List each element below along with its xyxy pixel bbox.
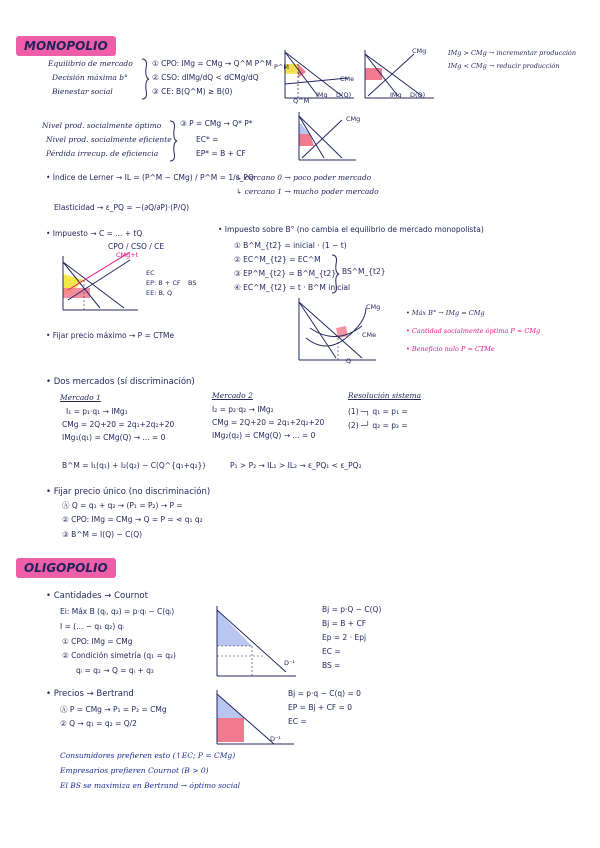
lerner-note-2: ↳ cercano 1 → mucho poder mercado bbox=[236, 187, 379, 196]
g2-label-cmg: CMg bbox=[412, 47, 427, 55]
cournot-line-5: qᵢ = q₂ → Q = qᵢ + q₂ bbox=[76, 666, 154, 675]
conclusion-2: Empresarios prefieren Cournot (B > 0) bbox=[60, 766, 209, 775]
cournot-right-1: Bj = p·Q − C(Q) bbox=[322, 605, 382, 614]
brace-2 bbox=[168, 120, 178, 162]
elasticity-line: Elasticidad → ε_PQ = −(∂Q/∂P)·(P/Q) bbox=[54, 203, 190, 212]
tax-legend-ec: EC bbox=[146, 269, 155, 277]
bertrand-heading: • Precios → Bertrand bbox=[46, 689, 134, 699]
note-reduce: IMg < CMg → reducir producción bbox=[448, 62, 560, 70]
bertrand-right-2: EP = Bj + CF = 0 bbox=[288, 703, 352, 712]
tax-bs-label: BS^M_{t2} bbox=[342, 267, 386, 276]
g1-label-cme: CMe bbox=[340, 75, 355, 83]
pu-step-2: ② CPO: IMg = CMg → Q = P = ⋖ q₁ q₂ bbox=[62, 515, 203, 524]
conclusion-3: El BS se maximiza en Bertrand → óptimo social bbox=[60, 781, 241, 790]
tax-legend-ep: EP: B + CF bbox=[146, 279, 181, 287]
g2-label-img: IMg bbox=[390, 91, 402, 99]
pc-note-3: • Beneficio nulo P = CTMe bbox=[406, 345, 495, 353]
brace-tax bbox=[330, 254, 340, 294]
g1-label-pm: P^M bbox=[274, 63, 289, 71]
label-equilibrio: Equilibrio de mercado bbox=[48, 59, 133, 68]
m1-line-1: I₁ = p₁·q₁ → IMg₁ bbox=[66, 407, 128, 416]
pc-note-2: • Cantidad socialmente óptima P = CMg bbox=[406, 327, 541, 335]
tax-on-profit-heading: • Impuesto sobre B° (no cambia el equilibrio de mercado monopolista) bbox=[218, 225, 484, 234]
tax-graph-label: CMg+t bbox=[116, 251, 139, 259]
cournot-line-2: I = (... − q₁ q₂) qᵢ bbox=[60, 622, 124, 631]
step-cpo: ① CPO: IMg = CMg → Q^M P^M bbox=[152, 59, 272, 68]
res-line-2: (2) ─┘ q₂ = p₂ = bbox=[348, 421, 408, 430]
res-line-1: (1) ─┐ q₁ = p₁ = bbox=[348, 407, 408, 416]
res-title: Resolución sistema bbox=[348, 391, 422, 400]
g1-label-dq: D(Q) bbox=[336, 91, 352, 99]
cournot-right-5: BS = bbox=[322, 661, 341, 670]
precio-max-line: • Fijar precio máximo → P = CTMe bbox=[46, 331, 175, 340]
cournot-line-4: ② Condición simetría (q₁ = q₂) bbox=[62, 651, 176, 660]
label-nivel-optimo: Nivel prod. socialmente óptimo bbox=[42, 121, 162, 130]
cournot-heading: • Cantidades → Cournot bbox=[46, 591, 148, 601]
m1-title: Mercado 1 bbox=[60, 393, 101, 402]
m2-line-3: IMg₂(q₂) = CMg(Q) → ... = 0 bbox=[212, 431, 316, 440]
g1-label-qm: Q^M bbox=[293, 97, 310, 105]
tax-step-4: ④ EC^M_{t2} = t · B^M inicial bbox=[234, 283, 351, 292]
label-perdida: Pérdida irrecup. de eficiencia bbox=[46, 149, 159, 158]
note-increase: IMg > CMg → incrementar producción bbox=[448, 49, 577, 57]
label-nivel-eficiente: Nivel prod. socialmente eficiente bbox=[46, 135, 172, 144]
tax-step-1: ① B^M_{t2} = inicial · (1 − t) bbox=[234, 241, 347, 250]
block2-step-3: EP* = B + CF bbox=[196, 149, 246, 158]
g1-label-img: IMg bbox=[316, 91, 328, 99]
graph-tax bbox=[60, 256, 138, 314]
pc-label-q: Q bbox=[346, 357, 352, 365]
lerner-line: • Índice de Lerner → IL = (P^M − CMg) / P^M = 1/ε_PQ bbox=[46, 173, 254, 182]
pu-step-3: ③ B^M = I(Q) − C(Q) bbox=[62, 530, 143, 539]
bertrand-graph-label: D⁻¹ bbox=[270, 735, 282, 743]
m1-line-3: IMg₁(q₁) = CMg(Q) → ... = 0 bbox=[62, 433, 166, 442]
graph-cournot bbox=[214, 606, 296, 680]
monopolio-banner: MONOPOLIO bbox=[16, 36, 116, 56]
m2-line-2: CMg = 2Q+20 = 2q₁+2q₂+20 bbox=[212, 418, 325, 427]
graph-bertrand bbox=[214, 690, 294, 750]
step-ce: ③ CE: B(Q^M) ≥ B(0) bbox=[152, 87, 233, 96]
tax-legend-ee: EE: B, Q bbox=[146, 289, 173, 297]
precio-unico-heading: • Fijar precio único (no discriminación) bbox=[46, 487, 211, 497]
lerner-note-1: ↳ cercano 0 → poco poder mercado bbox=[236, 173, 372, 182]
impuesto-line: • Impuesto → C = ... + tQ bbox=[46, 229, 143, 238]
brace-1 bbox=[140, 58, 150, 100]
label-decision: Decisión máxima b° bbox=[52, 73, 128, 82]
bertrand-right-1: Bj = p·q − C(q) = 0 bbox=[288, 689, 361, 698]
pc-label-cmg: CMg bbox=[366, 303, 381, 311]
conclusion-1: Consumidores prefieren esto (↑EC; P = CMg) bbox=[60, 751, 236, 760]
m1-line-2: CMg = 2Q+20 = 2q₁+2q₂+20 bbox=[62, 420, 175, 429]
cournot-graph-label: D⁻¹ bbox=[284, 659, 296, 667]
bm-line: B^M = I₁(q₁) + I₂(q₂) − C(Q^{q₁+q₂}) bbox=[62, 461, 206, 470]
cournot-right-3: Ep = 2 · Epj bbox=[322, 633, 367, 642]
block2-step-2: EC* = bbox=[196, 135, 219, 144]
cournot-right-2: Bj = B + CF bbox=[322, 619, 367, 628]
label-bienestar: Bienestar social bbox=[52, 87, 113, 96]
pc-note-1: • Máx B° → IMg = CMg bbox=[406, 309, 485, 317]
tax-step-3: ③ EP^M_{t2} = B^M_{t2} bbox=[234, 269, 337, 278]
cournot-right-4: EC = bbox=[322, 647, 341, 656]
bertrand-right-3: EC = bbox=[288, 717, 307, 726]
pc-label-cme: CMe bbox=[362, 331, 377, 339]
step-cso: ② CSO: dIMg/dQ < dCMg/dQ bbox=[152, 73, 259, 82]
tax-step-2: ② EC^M_{t2} = EC^M bbox=[234, 255, 321, 264]
g3-label-cmg: CMg bbox=[346, 115, 361, 123]
block2-step-1: ③ P = CMg → Q* P* bbox=[180, 119, 253, 128]
m2-line-1: I₂ = p₂·q₂ → IMg₂ bbox=[212, 405, 274, 414]
tax-legend-bs: BS bbox=[188, 279, 197, 287]
bertrand-line-2: ② Q → q₁ = q₂ = Q/2 bbox=[60, 719, 137, 728]
impuesto-cpo: CPO / CSO / CE bbox=[108, 242, 165, 251]
cournot-line-3: ① CPO: IMg = CMg bbox=[62, 637, 133, 646]
dos-mercados-heading: • Dos mercados (sí discriminación) bbox=[46, 377, 195, 387]
cournot-line-1: Ei: Máx B (qᵢ, q₂) = p·qᵢ − C(qᵢ) bbox=[60, 607, 175, 616]
pu-step-1: Ⓐ Q = q₁ + q₂ → (P₁ = P₂) → P = bbox=[62, 501, 183, 510]
oligopolio-banner: OLIGOPOLIO bbox=[16, 558, 116, 578]
comp-line: P₁ > P₂ → IL₁ > IL₂ → ε_PQ₁ < ε_PQ₂ bbox=[230, 461, 362, 470]
bertrand-line-1: Ⓐ P = CMg → P₁ = P₂ = CMg bbox=[60, 705, 167, 714]
m2-title: Mercado 2 bbox=[212, 391, 253, 400]
g2-label-dq: D(Q) bbox=[410, 91, 426, 99]
